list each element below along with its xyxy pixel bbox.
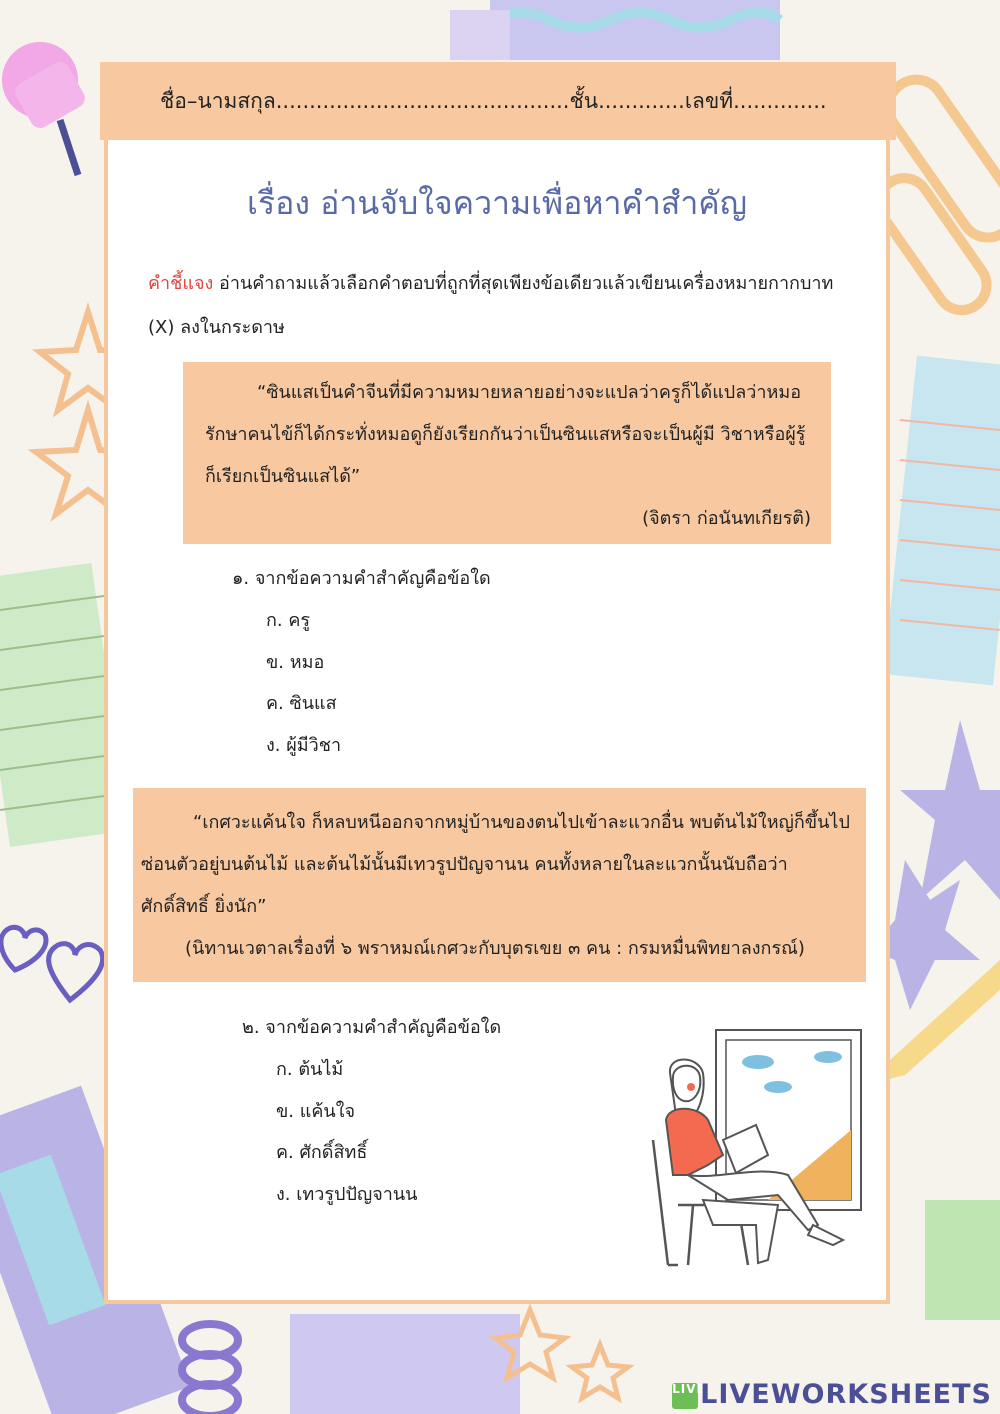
passage-box-2 [133, 788, 866, 982]
pushpin-icon [2, 42, 88, 175]
question-1-stem: ๑. จากข้อความคำสำคัญคือข้อใด [232, 568, 491, 589]
star-icon [900, 720, 1000, 900]
instructions-keyword: คำชี้แจง [148, 273, 214, 294]
logo-icon: LIVE [672, 1383, 698, 1409]
question-2-option-d[interactable]: ง. เทวรูปปัญจานน [276, 1183, 418, 1205]
page-title: เรื่อง อ่านจับใจความเพื่อหาคำสำคัญ [247, 184, 747, 222]
passage-2-text: “เกศวะแค้นใจ ก็หลบหนีออกจากหมู่บ้านของตนไปเข้าละแวกอื่น พบต้นไม้ใหญ่ก็ขึ้นไปซ่อนตัวอยู่บนต้นไม้ และต้นไม้นั้นมีเทวรูปปัญจานน คนทั้งหลายในละแวกนั้นนับถือว่าศักดิ์สิทธิ์ ยิ่งนัก” [141, 812, 850, 917]
question-2-stem: ๒. จากข้อความคำสำคัญคือข้อใด [242, 1017, 502, 1038]
question-1-option-c[interactable]: ค. ซินแส [266, 693, 337, 714]
question-2-option-b[interactable]: ข. แค้นใจ [276, 1100, 356, 1122]
passage-box-1 [183, 362, 831, 544]
reading-woman-illustration [628, 1025, 868, 1285]
heart-icon [1, 927, 46, 970]
passage-2-source: (นิทานเวตาลเรื่องที่ ๖ พราหมณ์เกศวะกับบุตรเขย ๓ คน : กรมหมื่นพิทยาลงกรณ์) [185, 938, 805, 959]
student-info-line: ชื่อ–นามสกุล............................................ชั้น.............เลขที่.............. [100, 62, 896, 140]
question-2 [242, 1007, 501, 1215]
star-icon [572, 1345, 628, 1398]
instructions-text: อ่านคำถามแล้วเลือกคำตอบที่ถูกที่สุดเพียงข้อเดียวแล้วเขียนเครื่องหมายกากบาท (X) ลงในกระดาษ [148, 273, 834, 338]
heart-icon [49, 944, 103, 1000]
question-1-option-b[interactable]: ข. หมอ [266, 651, 325, 673]
brand-text: LIVEWORKSHEETS [700, 1379, 992, 1410]
instructions [148, 262, 858, 350]
brand-logo [672, 1379, 992, 1410]
question-1-option-a[interactable]: ก. ครู [266, 610, 311, 631]
question-1-option-d[interactable]: ง. ผู้มีวิชา [266, 734, 342, 756]
passage-1-source: (จิตรา ก่อนันทเกียรติ) [642, 508, 811, 529]
question-2-option-a[interactable]: ก. ต้นไม้ [276, 1059, 344, 1080]
question-2-option-c[interactable]: ค. ศักดิ์สิทธิ์ [276, 1142, 368, 1163]
question-1 [232, 558, 491, 766]
passage-1-text: “ซินแสเป็นคำจีนที่มีความหมายหลายอย่างจะแปลว่าครูก็ได้แปลว่าหมอรักษาคนไข้ก็ได้กระทั่งหมอดูก็ยังเรียกกันว่าเป็นซินแสหรือจะเป็นผู้มี วิชาหรือผู้รู้ก็เรียกเป็นซินแสได้” [205, 382, 806, 487]
